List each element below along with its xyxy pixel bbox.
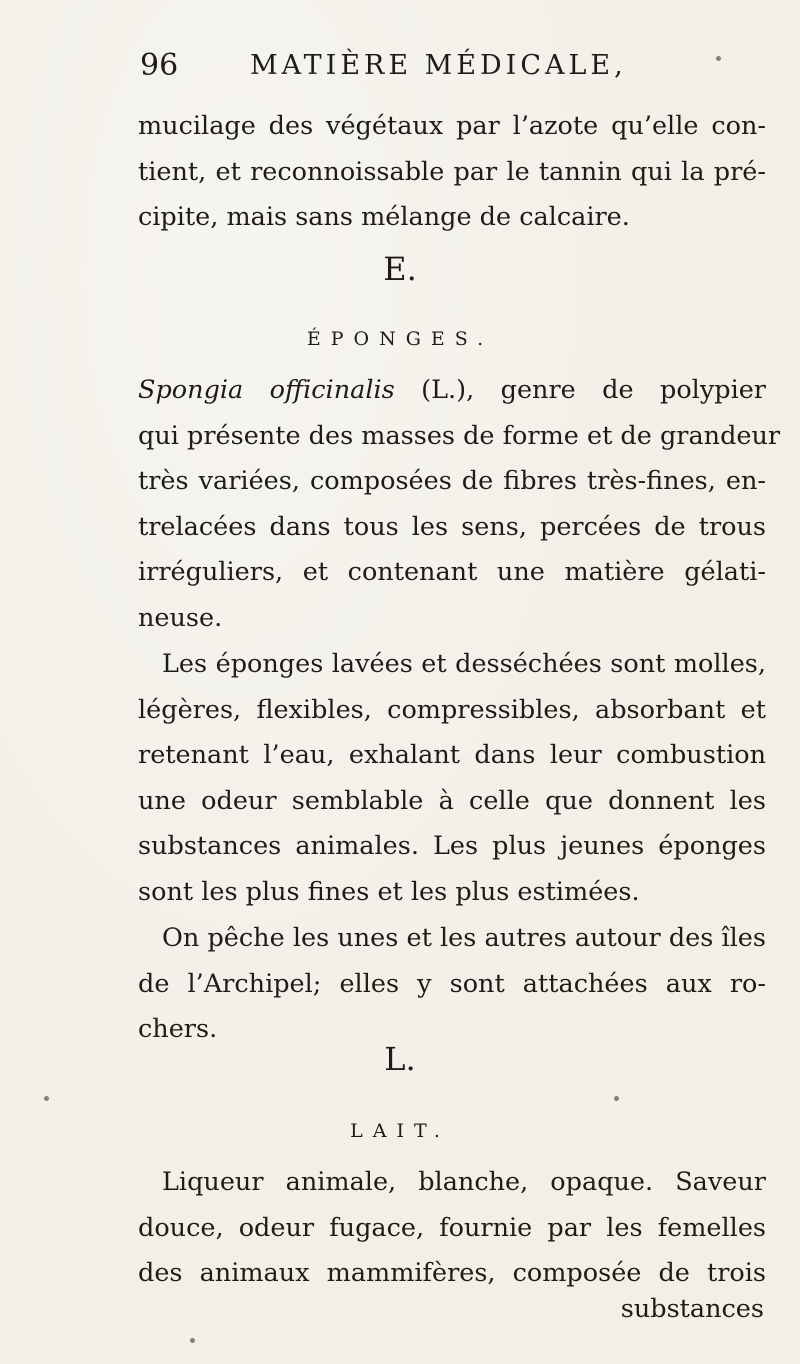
text-line (138, 368, 766, 414)
catchword: substances (620, 1294, 764, 1324)
text-line: Liqueur animale, blanche, opaque. Saveur (162, 1167, 766, 1197)
section-letter-l: L. (384, 1040, 416, 1078)
text-line: légères, flexibles, compressibles, absorbant et (138, 694, 766, 725)
text-line: retenant l’eau, exhalant dans leur combustion (138, 740, 766, 771)
text-line: mucilage des végétaux par l’azote qu’elle con- (138, 111, 766, 141)
text-line: douce, odeur fugace, fournie par les femelles (138, 1212, 766, 1243)
text-line: irréguliers, et contenant une matière gélati- (138, 557, 766, 588)
eponges-paragraph-1 (138, 368, 781, 642)
running-title: MATIÈRE MÉDICALE, (250, 50, 627, 81)
text-line: On pêche les unes et les autres autour des îles (162, 923, 766, 953)
ink-speck (614, 1096, 619, 1101)
page-number: 96 (140, 48, 179, 83)
text-line: Les éponges lavées et desséchées sont molles, (162, 649, 766, 679)
running-head (140, 48, 740, 88)
text-line: très variées, composées de fibres très-fines, en- (138, 466, 766, 497)
text-line: de l’Archipel; elles y sont attachées aux ro- (138, 968, 766, 999)
text-line: qui présente des masses de forme et de grandeur (138, 420, 781, 451)
section-letter-e: E. (383, 250, 417, 288)
ink-speck (190, 1338, 195, 1343)
eponges-paragraph-2 (138, 642, 766, 916)
text-line: substances animales. Les plus jeunes éponges (138, 831, 766, 862)
text-line: des animaux mammifères, composée de trois (138, 1258, 766, 1289)
text-fragment: (L.), genre de polypier (394, 375, 767, 405)
latin-name: Spongia officinalis (138, 375, 395, 405)
section-title-eponges: ÉPONGES. (306, 328, 494, 350)
text-line: trelacées dans tous les sens, percées de trous (138, 511, 766, 542)
ink-speck (716, 56, 721, 61)
text-line: tient, et reconnoissable par le tannin qui la pré- (138, 156, 766, 187)
continuation-paragraph (138, 104, 766, 241)
text-line: une odeur semblable à celle que donnent les (138, 785, 766, 816)
section-title-lait: LAIT. (350, 1120, 450, 1142)
ink-speck (44, 1096, 49, 1101)
text-line: neuse. (138, 602, 223, 633)
text-line: cipite, mais sans mélange de calcaire. (138, 202, 630, 233)
text-line: sont les plus fines et les plus estimées. (138, 876, 640, 907)
eponges-paragraph-3 (138, 916, 766, 1053)
lait-paragraph-1 (138, 1160, 766, 1297)
text-line: chers. (138, 1014, 218, 1045)
